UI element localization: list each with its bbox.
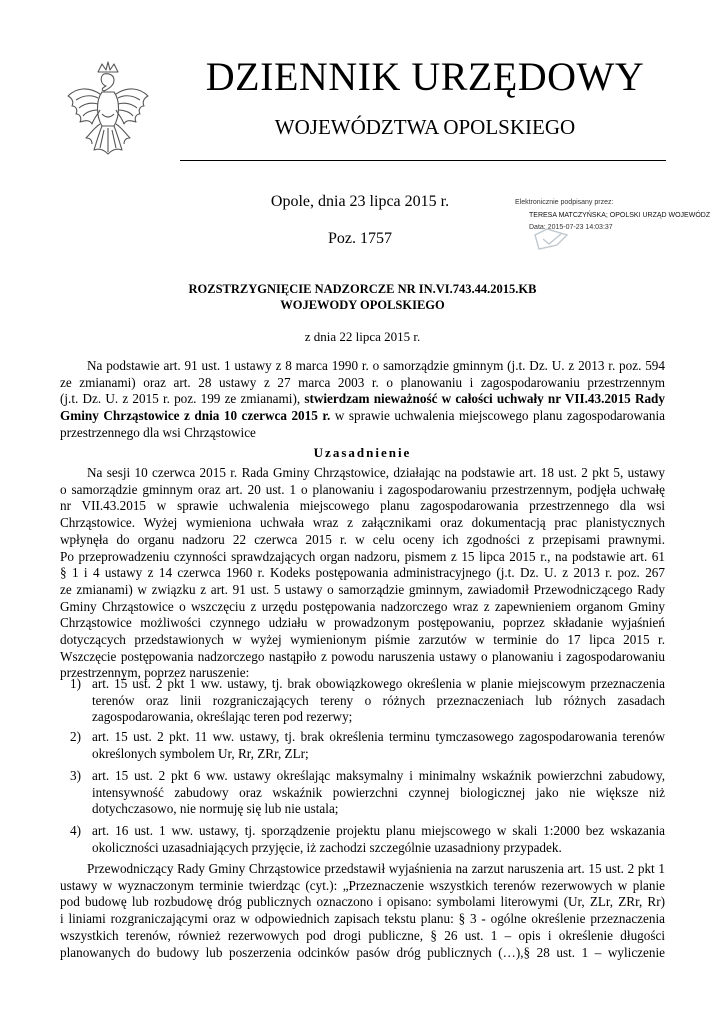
justification-heading: Uzasadnienie — [313, 445, 412, 460]
text-line: Po przeprowadzeniu czynności sprawdzających organ nadzoru, pismem z 15 lipca 2015 r., na podstawie art. 61 — [60, 548, 665, 564]
position-number: Poz. 1757 — [328, 230, 392, 247]
text-line: o samorządzie gminnym oraz art. 20 ust. 1 o planowaniu i zagospodarowaniu przestrzennym, podjęła uchwałę — [60, 481, 665, 497]
text-line: Chrząstowice. Wyżej wymieniona uchwała wraz z załącznikami oraz dokumentacją prac planistycznych — [60, 515, 665, 531]
list-number: 1) — [70, 676, 81, 691]
text-line: Przewodniczący Rady Gminy Chrząstowice przedstawił wyjaśnienia na zarzut naruszenia art. 15 ust. 2 pkt 1 — [87, 861, 665, 876]
text-line: przestrzennego dla wsi Chrząstowice — [60, 424, 256, 440]
signature-label: Elektronicznie podpisany przez: — [515, 199, 614, 206]
text-run: w sprawie uchwalenia miejscowego planu zagospodarowania — [330, 408, 665, 424]
list-number: 3) — [70, 768, 81, 783]
text-line: Chrząstowice możliwości czynnego udziału w prowadzonym postępowaniu, poprzez składanie wyjaśnień — [60, 615, 665, 631]
text-line: art. 15 ust. 2 pkt. 11 ww. ustawy, tj. brak określenia terminu tymczasowego zagospodarowania terenów — [92, 729, 665, 744]
list-number: 4) — [70, 823, 81, 838]
text-line: pod budowę lub rozbudowę dróg publicznych oznaczono i opisano: symbolami literowymi (Ur, ZLr, ZRr, Rr) — [60, 894, 665, 910]
resolution-title-line: WOJEWODY OPOLSKIEGO — [280, 298, 445, 312]
closing-paragraph — [60, 861, 665, 961]
text-line — [60, 391, 665, 408]
text-line: przestrzennym, poprzez naruszenie: — [60, 665, 250, 681]
resolution-title-line: ROZSTRZYGNIĘCIE NADZORCZE NR IN.VI.743.44.2015.KB — [188, 282, 537, 296]
text-line: wpłynęła do organu nadzoru 22 czerwca 2015 r. w celu oceny ich zgodności z przepisami prawnymi. — [60, 531, 665, 547]
signature-date: Data: 2015-07-23 14:03:37 — [529, 224, 613, 231]
text-line: terenów oraz linii rozgraniczających tereny o różnych przeznaczeniach lub różnych zasadach — [92, 692, 665, 708]
text-line: art. 15 ust. 2 pkt 1 ww. ustawy, tj. brak obowiązkowego określenia w planie miejscowym przeznaczenia — [92, 676, 665, 691]
eagle-emblem-icon — [62, 58, 154, 166]
intro-paragraph — [60, 358, 665, 442]
text-line: § 1 i 4 ustawy z 14 czerwca 1960 r. Kodeks postępowania administracyjnego (j.t. Dz. U. z 2013 r. poz. 267 — [60, 565, 665, 581]
electronic-signature — [515, 197, 725, 257]
text-line: ze zmianami) w związku z art. 91 ust. 5 ustawy o samorządzie gminnym, zawiadomił Przewodniczącego Rady — [60, 581, 665, 597]
text-run-bold: stwierdzam nieważność w całości uchwały nr VII.43.2015 Rady — [304, 391, 665, 407]
text-line: Wszczęcie postępowania nadzorczego nastąpiło z powodu naruszenia ustawy o planowaniu i zagospodarowaniu — [60, 648, 665, 664]
text-line: dotychczasowo, nie normuję się lub nie ustala; — [92, 801, 339, 817]
text-line: zagospodarowania, określając teren pod rezerwy; — [92, 709, 353, 725]
text-line: art. 15 ust. 2 pkt 6 ww. ustawy określając maksymalny i minimalny wskaźnik powierzchni zabudowy, — [92, 768, 665, 783]
text-line: dotyczących przedstawionych w wyżej wymienionym piśmie zarzutów w terminie do 17 lipca 2015 r. — [60, 632, 665, 648]
list-number: 2) — [70, 729, 81, 744]
issue-date: Opole, dnia 23 lipca 2015 r. — [270, 193, 450, 210]
text-line: intensywność zabudowy oraz wskaźnik powierzchni czynnej biologicznej jako nie większe niż — [92, 784, 665, 800]
text-line: wszystkich terenów, również rezerwowych pod drogi publiczne, § 26 ust. 1 – opis i określenie długości — [60, 927, 665, 943]
header-divider — [180, 160, 666, 161]
signature-check-icon — [533, 227, 573, 253]
text-line — [60, 408, 665, 425]
text-line: Na podstawie art. 91 ust. 1 ustawy z 8 marca 1990 r. o samorządzie gminnym (j.t. Dz. U. z 2013 r. poz. 594 — [87, 358, 665, 373]
text-line: nr VII.43.2015 w sprawie uchwalenia miejscowego planu zagospodarowania przestrzennego dla wsi — [60, 498, 665, 514]
text-line: Gminy Chrząstowice o wszczęciu z urzędu postępowania nadzorczego wraz z zapewnieniem organom Gminy — [60, 598, 665, 614]
journal-title: DZIENNIK URZĘDOWY — [205, 54, 645, 99]
text-line: Na sesji 10 czerwca 2015 r. Rada Gminy Chrząstowice, działając na podstawie art. 18 ust. 2 pkt 5, ustawy — [87, 465, 665, 480]
resolution-title — [60, 281, 665, 313]
text-run: (j.t. Dz. U. z 2015 r. poz. 199 ze zmianami), — [60, 391, 305, 407]
resolution-date: z dnia 22 lipca 2015 r. — [304, 329, 421, 344]
journal-subtitle: WOJEWÓDZTWA OPOLSKIEGO — [274, 115, 576, 139]
text-run-bold: Gminy Chrząstowice z dnia 10 czerwca 2015 r. — [60, 408, 331, 424]
text-line: ustawy w wyznaczonym terminie twierdząc (cyt.): „Przeznaczenie wszystkich terenów rezerwowych w planie — [60, 877, 665, 893]
text-line: okoliczności uzasadniających przyjęcie, iż zachodzi szczególnie uzasadniony przypadek. — [92, 839, 562, 855]
justification-paragraph — [60, 465, 665, 682]
text-line: art. 16 ust. 1 ww. ustawy, tj. sporządzenie projektu planu miejscowego w skali 1:2000 bez wskazania — [92, 823, 665, 838]
signature-signer: TERESA MATCZYŃSKA; OPOLSKI URZĄD WOJEWÓDZ — [529, 212, 711, 219]
text-line: planowanych do budowy lub poszerzenia odcinków pasów dróg publicznych (…),§ 28 ust. 1 – wyliczenie — [60, 944, 665, 960]
text-line: określonych symbolem Ur, Rr, ZRr, ZLr; — [92, 745, 309, 761]
text-line: ze zmianami) oraz art. 28 ustawy z 27 marca 2003 r. o planowaniu i zagospodarowaniu przestrzennym — [60, 374, 665, 390]
text-line: i liniami rozgraniczającymi oraz w odpowiednich zapisach tekstu planu: § 3 - ogólne określenie przeznaczenia — [60, 911, 665, 927]
